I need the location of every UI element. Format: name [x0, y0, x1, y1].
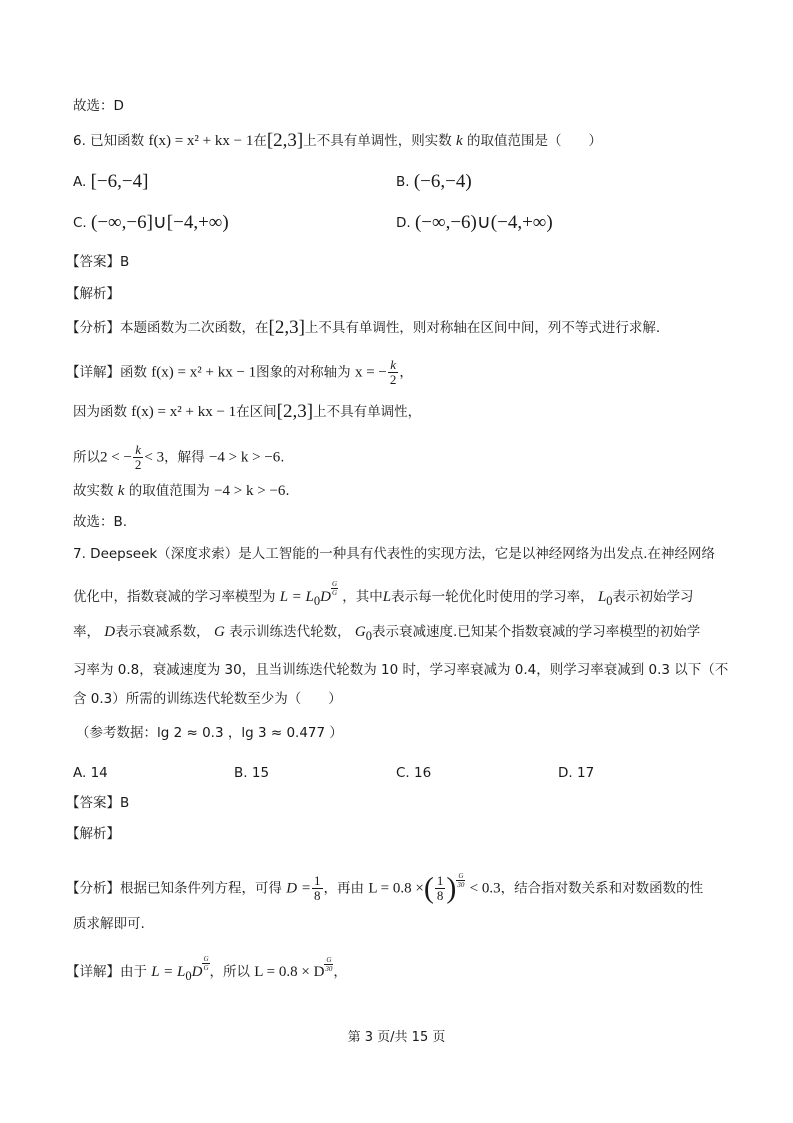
interval: [2,3]: [266, 130, 304, 151]
q6-fenxi: 【分析】本题函数为二次函数，在[2,3]上不具有单调性，则对称轴在区间中间，列不等式进行求解.: [66, 317, 661, 338]
q7-detail-1: 【详解】由于 $L = L_0D$ $^{\frac{G}{G}}$ ，所以 L = 0.8 × D $^{\frac{G}{30}}$ ，: [66, 955, 347, 983]
question-7-line-1: 7. Deepseek（深度求索）是人工智能的一种具有代表性的实现方法，它是以神经网络为出发点.在神经网络: [73, 546, 716, 562]
answer-q6: 【答案】B: [66, 254, 130, 270]
q6-detail-4: 故实数 k 的取值范围为 −4 > k > −6.: [73, 483, 290, 499]
option-c: C. (−∞,−6]∪[−4,+∞): [73, 212, 229, 233]
question-7-line-4: 习率为 0.8，衰减速度为 30，且当训练迭代轮数为 10 时，学习率衰减为 0.4，则学习率衰减到 0.3 以下（不: [73, 662, 729, 678]
q7-fenxi: 【分析】根据已知条件列方程，可得 D = $\frac{1}{8}$ ，再由 L = 0.8 ×( $\frac{1}{8}$ ) $^{\frac{G}{30}}$ < 0.3，结合指对数关系和对数函数的性: [66, 871, 704, 905]
function-expression: f(x) = x² + kx − 1: [148, 133, 254, 149]
answer-q7: 【答案】B: [66, 795, 130, 811]
question-7-line-3: 率， D表示衰减系数， G 表示训练迭代轮数， $G_0$表示衰减速度.已知某个指数衰减的学习率模型的初始学: [73, 624, 701, 643]
page-footer: 第 3 页/共 15 页: [347, 1030, 446, 1045]
question-7-line-5: 含 0.3）所需的训练迭代轮数至少为（ ）: [73, 691, 342, 707]
q7-option-d: D. 17: [558, 765, 595, 781]
analysis-tag-q7: 【解析】: [66, 826, 120, 842]
analysis-tag-q6: 【解析】: [66, 286, 120, 302]
q6-detail-1: 【详解】函数 f(x) = x² + kx − 1图象的对称轴为 x = − $\frac{k}{2}$ ，: [66, 357, 413, 387]
q7-option-a: A. 14: [73, 765, 108, 781]
q7-option-b: B. 15: [234, 765, 270, 781]
option-a: A. [−6,−4]: [73, 171, 149, 192]
question-6: 6. 已知函数 f(x) = x² + kx − 1在[2,3]上不具有单调性，则实数 k 的取值范围是（ ）: [73, 130, 603, 151]
q7-fenxi-cont: 质求解即可.: [73, 916, 145, 932]
line-choose-d: 故选：D: [73, 98, 124, 114]
q6-detail-2: 因为函数 f(x) = x² + kx − 1在区间[2,3]上不具有单调性，: [73, 401, 422, 422]
option-d: D. (−∞,−6)∪(−4,+∞): [396, 212, 553, 233]
q6-detail-5: 故选：B.: [73, 514, 128, 530]
option-b: B. (−6,−4): [396, 171, 472, 192]
q7-option-c: C. 16: [396, 765, 432, 781]
fraction-k-over-2: $\frac{k}{2}$: [389, 357, 397, 387]
reference-data: （参考数据：lg 2 ≈ 0.3 ，lg 3 ≈ 0.477 ）: [76, 725, 343, 741]
question-7-line-2: 优化中，指数衰减的学习率模型为 $L = L_0D$ $^{\frac{G}{G}}$ ，其中L表示每一轮优化时使用的学习率， $L_0$表示初始学习: [73, 580, 694, 608]
q6-detail-3: 所以2 < − $\frac{k}{2}$ < 3，解得 −4 > k > −6.: [73, 442, 285, 472]
